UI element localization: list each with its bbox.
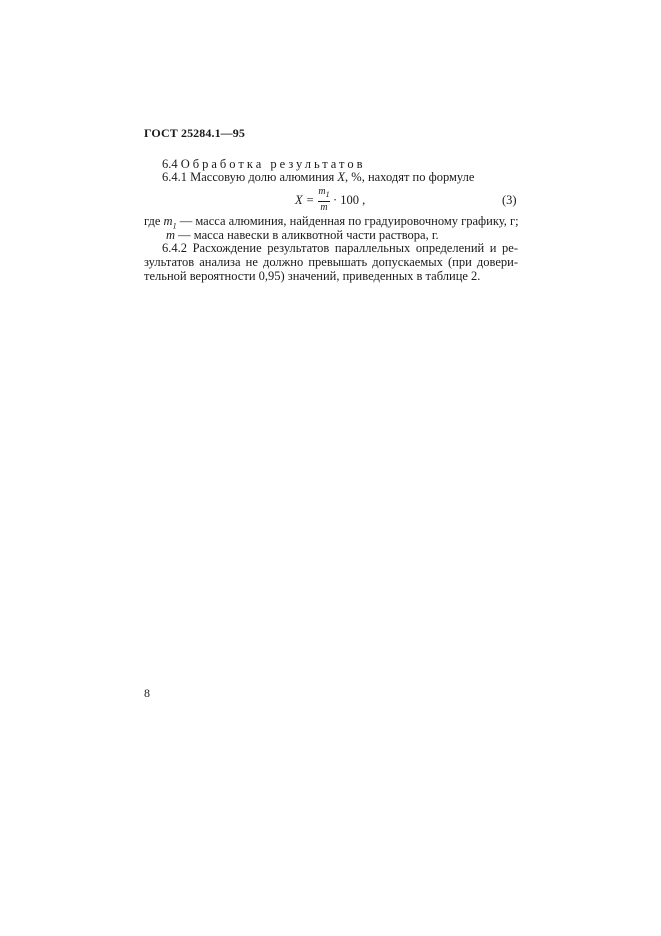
paragraph-number: 6.4.1 xyxy=(162,170,187,184)
symbol-m: m xyxy=(166,228,176,242)
formula-lhs: X = xyxy=(295,193,315,207)
paragraph-6-4-1 xyxy=(162,170,474,184)
symbol-m1: $m_1$ xyxy=(163,214,177,231)
formula-fraction xyxy=(317,186,331,214)
page-number: 8 xyxy=(144,686,150,700)
equation-number: (3) xyxy=(502,193,517,207)
paragraph-6-4-2-line1: 6.4.2 Расхождение результатов параллельных определений и ре- xyxy=(162,241,518,255)
section-title: Обработка результатов xyxy=(180,157,366,171)
paragraph-6-4-2-line3: тельной вероятности 0,95) значений, приведенных в таблице 2. xyxy=(144,269,481,283)
section-number: 6.4 xyxy=(162,157,178,171)
section-heading xyxy=(162,157,365,171)
paragraph-6-4-2-line2: зультатов анализа не должно превышать допускаемых (при довери- xyxy=(144,255,518,269)
variable-x: X xyxy=(337,170,346,184)
m-description: — масса навески в аликвотной части раствора, г. xyxy=(175,228,439,242)
paragraph-text-b: , %, находят по формуле xyxy=(345,170,475,184)
standard-header: ГОСТ 25284.1—95 xyxy=(144,126,245,140)
paragraph-text-a: Массовую долю алюминия xyxy=(190,170,335,184)
where-lead: где xyxy=(144,214,161,228)
formula-multiplier: · 100 , xyxy=(333,193,366,207)
where-m xyxy=(166,228,439,242)
m1-description: — масса алюминия, найденная по градуировочному графику, г; xyxy=(176,214,519,228)
fraction-numerator: $m_1$ xyxy=(318,186,330,199)
fraction-denominator: m xyxy=(320,202,328,213)
